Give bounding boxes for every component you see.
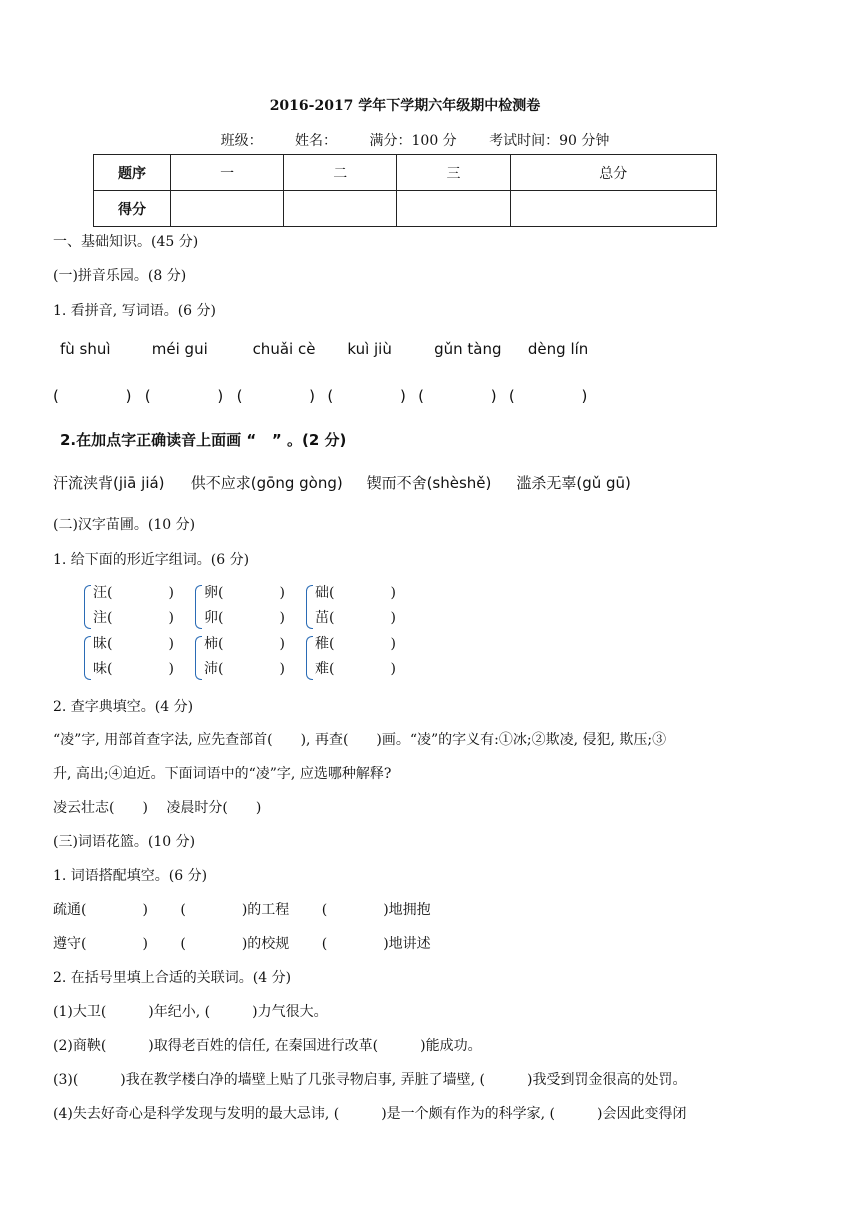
char-item[interactable]: 汪( ) (93, 585, 174, 601)
char-item[interactable]: 昧( ) (93, 636, 174, 652)
char-group (315, 632, 396, 682)
score-col-1: 一 (171, 155, 284, 191)
pinyin-item: méi gui (151, 340, 208, 358)
class-label: 班级： (220, 133, 263, 149)
full-score: 满分：100 分 (369, 133, 457, 149)
char-item[interactable]: 柿( ) (204, 636, 285, 652)
char-group (204, 581, 285, 631)
answer-blank[interactable]: ( ) (508, 387, 588, 405)
char-group (315, 581, 396, 631)
subsection-words: (三)词语花篮。(10 分) (53, 834, 196, 850)
score-cell-3[interactable] (397, 191, 510, 227)
score-col-3: 三 (397, 155, 510, 191)
reading-item[interactable]: 供不应求(gōng gòng) (190, 474, 343, 492)
score-col-2: 二 (284, 155, 397, 191)
question-3-2-item-4: (4)失去好奇心是科学发现与发明的最大忌讳, ( )是一个颇有作为的科学家, ( )会因此变得闭 (53, 1106, 687, 1122)
reading-item[interactable]: 滥杀无辜(gǔ gū) (516, 474, 631, 492)
question-3-1-row-a: 疏通( ) ( )的工程 ( )地拥抱 (53, 902, 431, 918)
char-group (93, 581, 174, 631)
subsection-hanzi: (二)汉字苗圃。(10 分) (53, 517, 196, 533)
reading-item[interactable]: 汗流浃背(jiā jiá) (53, 474, 165, 492)
question-2-2-text-a: “凌”字, 用部首查字法, 应先查部首( ), 再查( )画。“凌”的字义有:①冰;②欺凌, 侵犯, 欺压;③ (53, 732, 667, 748)
char-item[interactable]: 注( ) (93, 610, 174, 626)
score-col-total: 总分 (510, 155, 716, 191)
char-item[interactable]: 味( ) (93, 661, 174, 677)
pinyin-item: chuǎi cè (252, 340, 316, 358)
char-item[interactable]: 卵( ) (204, 585, 285, 601)
char-item[interactable]: 茁( ) (315, 610, 396, 626)
answer-blank[interactable]: ( ) (327, 387, 406, 405)
question-2-2: 2. 查字典填空。(4 分) (53, 699, 194, 715)
question-2-1: 1. 给下面的形近字组词。(6 分) (53, 552, 250, 568)
score-table (93, 154, 717, 227)
char-item[interactable]: 沛( ) (204, 661, 285, 677)
char-item[interactable]: 稚( ) (315, 636, 396, 652)
answer-blank[interactable]: ( ) (236, 387, 316, 405)
answer-blank[interactable]: ( ) (53, 387, 132, 405)
score-col-label: 题序 (94, 155, 171, 191)
question-3-1: 1. 词语搭配填空。(6 分) (53, 868, 208, 884)
question-3-2-item-3: (3)( )我在教学楼白净的墙壁上贴了几张寻物启事, 弄脏了墙壁, ( )我受到罚金很高的处罚。 (53, 1072, 687, 1088)
question-1-1: 1. 看拼音, 写词语。(6 分) (53, 303, 216, 319)
question-3-1-row-b: 遵守( ) ( )的校规 ( )地讲述 (53, 936, 431, 952)
score-cell-2[interactable] (284, 191, 397, 227)
answer-blank[interactable]: ( ) (418, 387, 497, 405)
question-3-2-item-1: (1)大卫( )年纪小, ( )力气很大。 (53, 1004, 328, 1020)
question-3-2-item-2: (2)商鞅( )取得老百姓的信任, 在秦国进行改革( )能成功。 (53, 1038, 482, 1054)
char-item[interactable]: 难( ) (315, 661, 396, 677)
name-label: 姓名： (295, 133, 338, 149)
brace (306, 585, 313, 629)
subsection-pinyin: (一)拼音乐园。(8 分) (53, 268, 187, 284)
brace (84, 585, 91, 629)
score-cell-total[interactable] (510, 191, 716, 227)
exam-info (0, 130, 830, 150)
char-item[interactable]: 卯( ) (204, 610, 285, 626)
score-table-score-row (94, 191, 717, 227)
score-table-header-row (94, 155, 717, 191)
section-1-heading: 一、基础知识。(45 分) (53, 234, 199, 250)
pinyin-item: gǔn tàng (434, 340, 502, 358)
question-2-2-text-b: 升, 高出;④迫近。下面词语中的“凌”字, 应选哪种解释? (53, 766, 392, 782)
score-cell-1[interactable] (171, 191, 284, 227)
reading-item[interactable]: 锲而不舍(shèshě) (366, 474, 492, 492)
char-item[interactable]: 础( ) (315, 585, 396, 601)
pinyin-item: fù shuì (60, 340, 111, 358)
reading-row (53, 474, 631, 492)
exam-time: 考试时间：90 分钟 (489, 133, 610, 149)
question-1-2: 2.在加点字正确读音上面画 “ ” 。(2 分) (60, 431, 347, 449)
brace (195, 585, 202, 629)
pinyin-row (60, 340, 588, 358)
question-3-2: 2. 在括号里填上合适的关联词。(4 分) (53, 970, 292, 986)
score-row-label: 得分 (94, 191, 171, 227)
exam-title: 2016-2017 学年下学期六年级期中检测卷 (269, 98, 541, 114)
answer-blank[interactable]: ( ) (144, 387, 224, 405)
char-group (204, 632, 285, 682)
question-2-2-text-c: 凌云壮志( ) 凌晨时分( ) (53, 800, 262, 816)
char-group (93, 632, 174, 682)
brace (306, 636, 313, 680)
brace (195, 636, 202, 680)
pinyin-item: dèng lín (527, 340, 589, 358)
blank-row (53, 387, 587, 405)
brace (84, 636, 91, 680)
pinyin-item: kuì jiù (347, 340, 392, 358)
